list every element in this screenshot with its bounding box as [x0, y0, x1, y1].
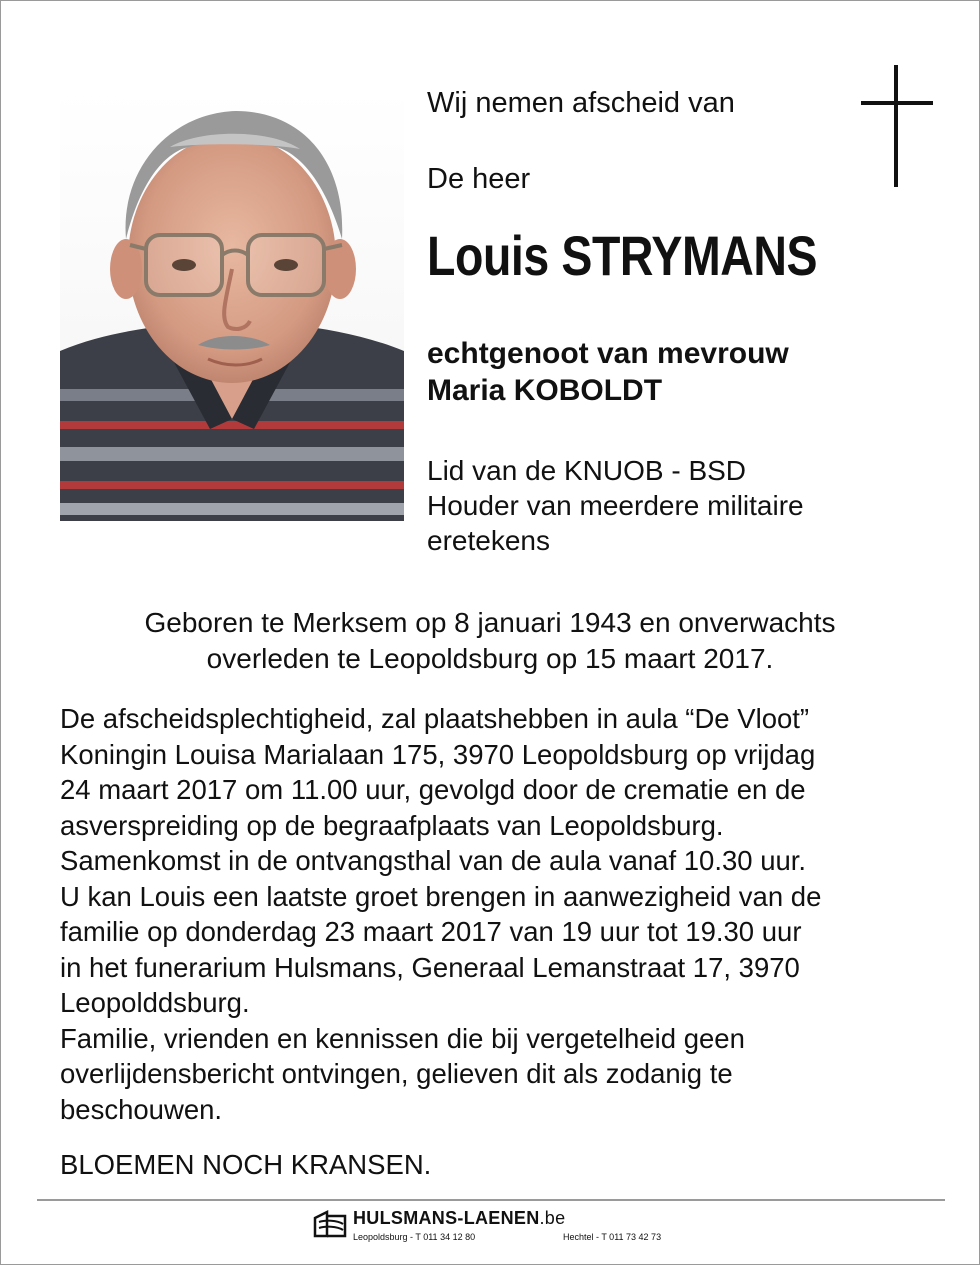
membership-line: Lid van de KNUOB - BSD — [427, 455, 747, 486]
body-line: Samenkomst in de ontvangsthal van de aula vanaf 10.30 uur. — [60, 845, 807, 876]
membership-line: eretekens — [427, 525, 550, 556]
cross-icon — [859, 65, 935, 187]
spouse-text — [427, 335, 789, 409]
intro-text: Wij nemen afscheid van — [427, 87, 735, 119]
body-line: De afscheidsplechtigheid, zal plaatshebben in aula “De Vloot” — [60, 703, 810, 734]
brand-name: HULSMANS-LAENEN — [353, 1208, 540, 1228]
born-line: Geboren te Merksem op 8 januari 1943 en onverwachts — [144, 607, 836, 638]
body-line: in het funerarium Hulsmans, Generaal Lemanstraat 17, 3970 — [60, 951, 800, 983]
body-line: Familie, vrienden en kennissen die bij vergetelheid geen — [60, 1022, 745, 1054]
location-leopoldsburg: Leopoldsburg - T 011 34 12 80 — [353, 1232, 476, 1242]
membership-text — [427, 453, 804, 558]
body-line: overlijdensbericht ontvingen, gelieven dit als zodanig te — [60, 1058, 733, 1089]
footer-divider — [37, 1199, 945, 1201]
portrait-photo — [60, 89, 404, 521]
brand-tld: .be — [539, 1208, 566, 1228]
salutation: De heer — [427, 163, 531, 195]
funeral-home-brand — [353, 1208, 565, 1229]
hulsmans-laenen-logo-icon — [313, 1208, 349, 1240]
spouse-line: Maria KOBOLDT — [427, 374, 663, 407]
body-line: 24 maart 2017 om 11.00 uur, gevolgd door de crematie en de — [60, 774, 806, 805]
location-hechtel: Hechtel - T 011 73 42 73 — [563, 1232, 662, 1242]
born-line: overleden te Leopoldsburg op 15 maart 2017. — [206, 643, 774, 674]
closing-text: BLOEMEN NOCH KRANSEN. — [60, 1149, 432, 1180]
membership-line: Houder van meerdere militaire — [427, 490, 804, 521]
ceremony-details — [60, 701, 821, 1127]
body-line: familie op donderdag 23 maart 2017 van 19 uur tot 19.30 uur — [60, 916, 802, 947]
body-line: beschouwen. — [60, 1093, 223, 1125]
body-line: Koningin Louisa Marialaan 175, 3970 Leopoldsburg op vrijdag — [60, 738, 816, 770]
spouse-line: echtgenoot van mevrouw — [427, 337, 789, 370]
body-line: asverspreiding op de begraafplaats van Leopoldsburg. — [60, 809, 724, 841]
body-line: Leopolddsburg. — [60, 987, 250, 1018]
deceased-name: Louis STRYMANS — [427, 224, 818, 287]
body-line: U kan Louis een laatste groet brengen in aanwezigheid van de — [60, 880, 822, 912]
birth-death-text — [1, 605, 979, 677]
